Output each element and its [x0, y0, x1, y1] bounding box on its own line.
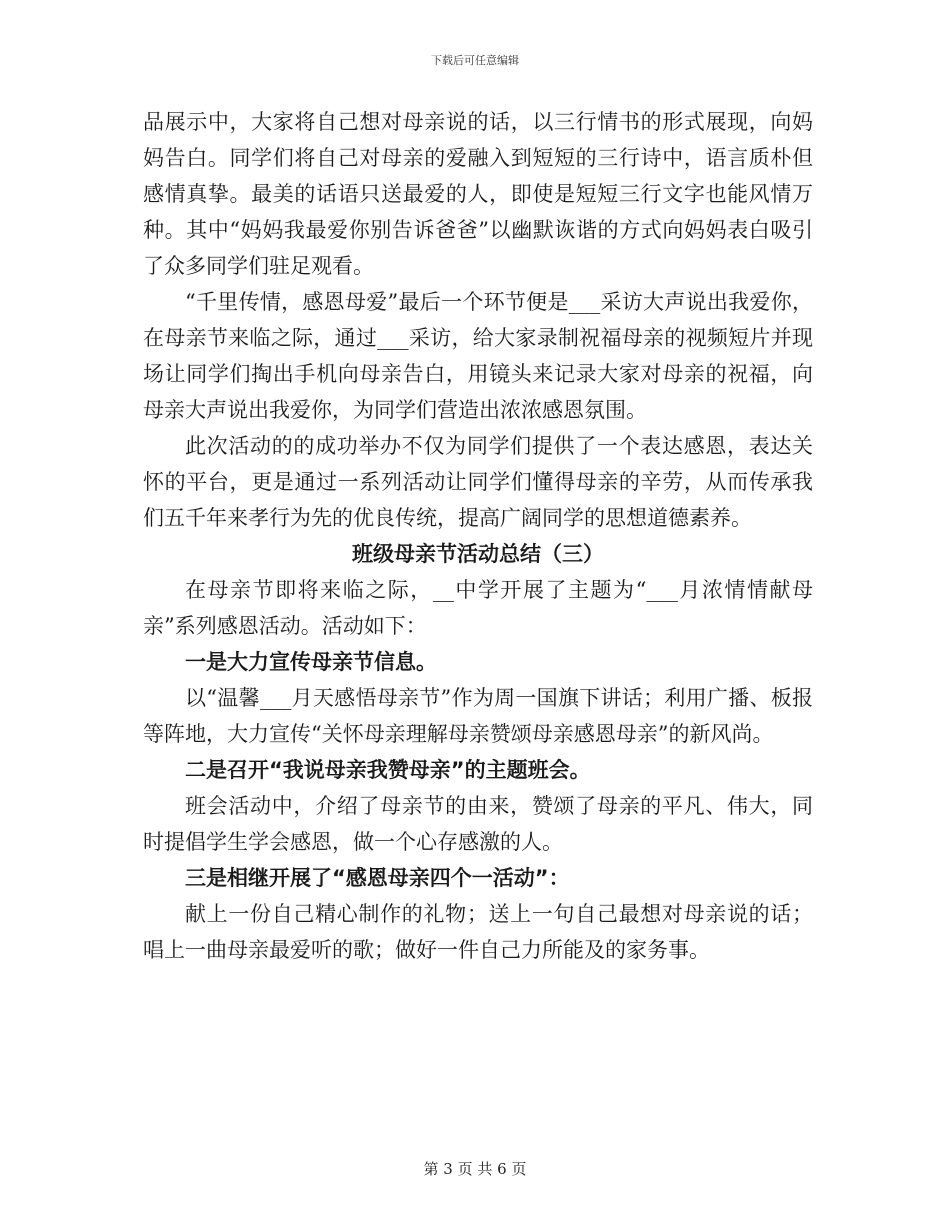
paragraph-interview-segment: “千里传情，感恩母爱”最后一个环节便是___采访大声说出我爱你，在母亲节来临之际，通过___采访，给大家录制祝福母亲的视频短片并现场让同学们掏出手机向母亲告白，用镜头来记录大家对母亲的祝福，向母亲大声说出我爱你，为同学们营造出浓浓感恩氛围。 — [143, 290, 813, 422]
paragraph-class-meeting: 班会活动中，介绍了母亲节的由来，赞颂了母亲的平凡、伟大，同时提倡学生学会感恩，做一个心存感激的人。 — [143, 794, 813, 854]
section-title: 班级母亲节活动总结（三） — [352, 542, 604, 566]
subheading-three: 三是相继开展了“感恩母亲四个一活动”： — [185, 866, 570, 890]
page-number: 第 3 页 共 6 页 — [423, 1160, 527, 1178]
paragraph-intro: 在母亲节即将来临之际，__中学开展了主题为“___月浓情情献母亲”系列感恩活动。活动如下： — [143, 578, 813, 638]
subheading-one: 一是大力宣传母亲节信息。 — [185, 650, 437, 674]
paragraph-conclusion: 此次活动的的成功举办不仅为同学们提供了一个表达感恩，表达关怀的平台，更是通过一系列活动让同学们懂得母亲的辛劳，从而传承我们五千年来孝行为先的优良传统，提高广阔同学的思想道德素养。 — [143, 434, 813, 530]
paragraph-continuation: 品展示中，大家将自己想对母亲说的话，以三行情书的形式展现，向妈妈告白。同学们将自己对母亲的爱融入到短短的三行诗中，语言质朴但感情真挚。最美的话语只送最爱的人，即使是短短三行文字也能风情万种。其中“妈妈我最爱你别告诉爸爸”以幽默诙谐的方式向妈妈表白吸引了众多同学们驻足观看。 — [143, 110, 813, 278]
paragraph-promotion: 以“温馨___月天感悟母亲节”作为周一国旗下讲话；利用广播、板报等阵地，大力宣传“关怀母亲理解母亲赞颂母亲感恩母亲”的新风尚。 — [143, 686, 813, 746]
document-body — [143, 104, 813, 968]
page-header-note: 下载后可任意编辑 — [431, 54, 519, 67]
paragraph-four-activities: 献上一份自己精心制作的礼物；送上一句自己最想对母亲说的话；唱上一曲母亲最爱听的歌；做好一件自己力所能及的家务事。 — [143, 902, 813, 962]
subheading-two: 二是召开“我说母亲我赞母亲”的主题班会。 — [185, 758, 591, 782]
